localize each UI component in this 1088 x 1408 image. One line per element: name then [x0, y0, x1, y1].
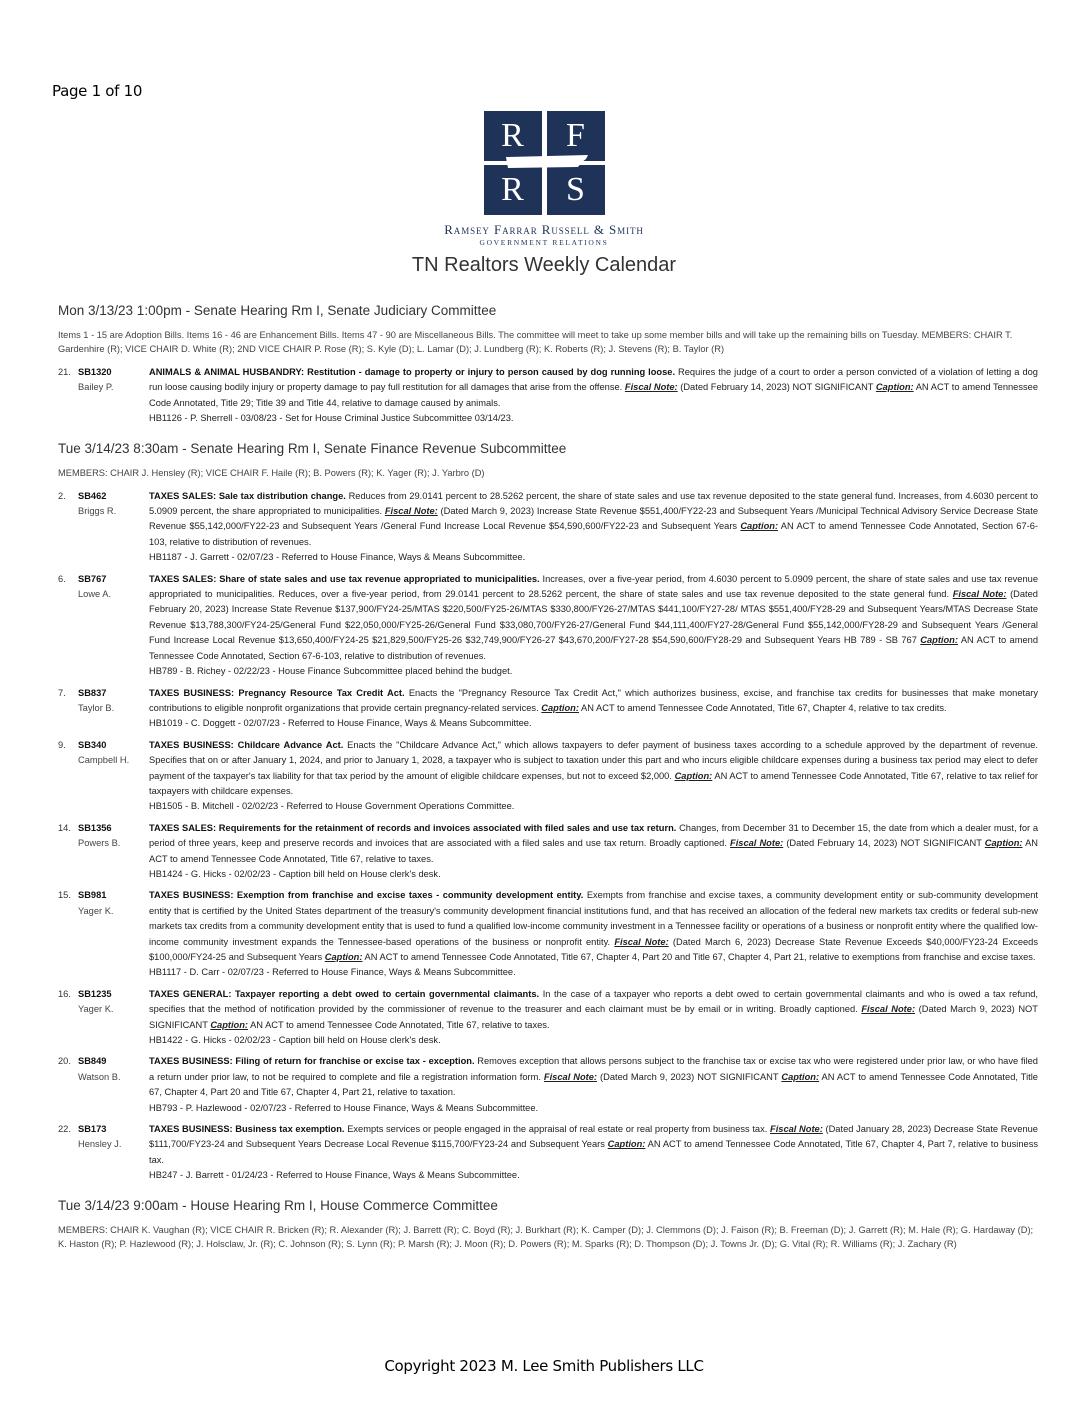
bill-body [149, 1122, 1038, 1184]
bill-summary: In the case of a taxpayer who reports a debt owed to certain governmental claimants and who is owed a tax refund, specifies that the method of notification provided by the commissioner of revenue to the treasurer and each claimant must be by email or in writing. Broadly captioned. [149, 988, 1038, 1015]
fiscal-note-text: (Dated February 14, 2023) NOT SIGNIFICANT [786, 838, 982, 849]
bill-item [58, 987, 1038, 1049]
bill-meta [78, 888, 149, 980]
bill-subject: TAXES SALES: Share of state sales and use tax revenue appropriated to municipalities. [149, 573, 540, 584]
caption-label: Caption: [674, 770, 713, 781]
logo-letter: R [484, 165, 542, 215]
session-heading: Mon 3/13/23 1:00pm - Senate Hearing Rm I, Senate Judiciary Committee [58, 303, 497, 318]
calendar-content [58, 303, 1038, 1268]
bill-summary: Removes exception that allows persons subject to the franchise tax or excise tax who were registered under prior law, or who have filed a return under prior law, to not be required to complete and file a registration information form. [149, 1056, 1038, 1082]
bill-body [149, 888, 1038, 980]
bill-number: SB849 [78, 1056, 107, 1067]
bill-meta [78, 1054, 149, 1116]
fiscal-note-text: (Dated February 20, 2023) Increase State Revenue $137,900/FY24-25/MTAS $220,500/FY25-26/MTAS $330,800/FY26-27/MTAS $441,100/FY27-28/ MTAS $551,400/FY28-29 and Subsequent Years/MTAS Decrease State Revenue $13,788,300/FY24-25/General Fund $22,050,000/FY25-26/General Fund $33,080,700/FY26-27/General Fund $44,111,400/FY27-28/General Fund $55,142,000/FY28-29 and Subsequent Years /General Fund Increase Local Revenue $13,650,400/FY24-25 $21,829,500/FY25-26 $32,749,900/FY26-27 $43,670,200/FY27-28 $54,590,600/FY28-29 and Subsequent Years HB 789 - SB 767 [149, 589, 1038, 646]
copyright-footer: Copyright 2023 M. Lee Smith Publishers LLC [384, 1357, 704, 1375]
section-spacer [58, 1260, 1038, 1268]
companion-house-bill: HB247 - J. Barrett - 01/24/23 - Referred to House Finance, Ways & Means Subcommittee. [149, 1170, 520, 1181]
logo-letter: S [547, 165, 605, 215]
caption-label: Caption: [740, 521, 779, 532]
item-number: 2. [58, 490, 66, 501]
logo-mark [484, 111, 605, 215]
item-number: 9. [58, 739, 66, 750]
bill-subject: TAXES BUSINESS: Pregnancy Resource Tax Credit Act. [149, 687, 405, 698]
bill-summary: Enacts the "Childcare Advance Act," which allows taxpayers to defer payment of business taxes according to a schedule approved by the department of revenue. Specifies that on or after January 1, 2024, and prior to January 1, 2028, a taxpayer who is subject to taxation under this part and who incurs eligible childcare expenses during a business tax period may elect to defer payment of the taxpayer's tax liability for that tax period by the amount of eligible childcare expenses, but not to exceed $2,000. [149, 739, 1038, 781]
firm-name: Ramsey Farrar Russell & Smith [444, 222, 644, 237]
item-number: 22. [58, 1124, 71, 1135]
bill-item [58, 365, 1038, 427]
bill-body [149, 365, 1038, 427]
bill-subject: TAXES GENERAL: Taxpayer reporting a debt owed to certain governmental claimants. [149, 988, 540, 999]
bill-subject: TAXES BUSINESS: Childcare Advance Act. [149, 739, 344, 750]
bill-summary: Enacts the "Pregnancy Resource Tax Credit Act," which authorizes business, excise, and franchise tax credits for businesses that make monetary contributions to eligible nonprofit organizations that provide certain pregnancy-related services. [149, 687, 1039, 713]
bill-meta [78, 1122, 149, 1184]
caption-text: AN ACT to amend Tennessee Code Annotated, Title 67, Chapter 4, Part 20 and Title 67, Chapter 4, Part 21, relative to exemptions from franchise and excise taxes. [364, 952, 1036, 962]
session-members: Items 1 - 15 are Adoption Bills. Items 16 - 46 are Enhancement Bills. Items 47 - 90 are Miscellaneous Bills. The committee will meet to take up some member bills and will take up the remaining bills on Tuesday. MEMBERS: CHAIR T. Gardenhire (R); VICE CHAIR D. White (R); 2ND VICE CHAIR P. Rose (R); S. Kyle (D); L. Lamar (D); J. Lundberg (R); K. Roberts (R); J. Stevens (R); B. Taylor (R) [58, 330, 1013, 354]
bill-meta [78, 686, 149, 732]
caption-text: AN ACT to amend Tennessee Code Annotated, Title 67, relative to taxes. [250, 1019, 550, 1030]
bill-meta [78, 572, 149, 680]
bill-sponsor: Yager K. [78, 1004, 114, 1015]
caption-text: AN ACT to amend Tennessee Code Annotated, Title 67, Chapter 4, Part 7, relative to business tax. [149, 1139, 1038, 1165]
bill-sponsor: Taylor B. [78, 702, 115, 713]
caption-label: Caption: [324, 952, 363, 962]
session-heading: Tue 3/14/23 8:30am - Senate Hearing Rm I, Senate Finance Revenue Subcommittee [58, 440, 567, 456]
page-number: Page 1 of 10 [52, 82, 143, 100]
fiscal-note-label: Fiscal Note: [384, 506, 438, 517]
bill-number: SB767 [78, 573, 107, 584]
bill-item [58, 888, 1038, 980]
fiscal-note-label: Fiscal Note: [543, 1071, 598, 1082]
bill-item [58, 572, 1038, 680]
bill-number: SB462 [78, 490, 107, 501]
session-heading: Tue 3/14/23 9:00am - House Hearing Rm I, House Commerce Committee [58, 1197, 498, 1213]
item-number: 7. [58, 687, 66, 698]
bill-subject: TAXES BUSINESS: Filing of return for franchise or excise tax - exception. [149, 1056, 475, 1067]
caption-text: AN ACT to amend Tennessee Code Annotated, Title 67, relative to taxes. [149, 838, 1038, 864]
bill-meta [78, 987, 149, 1049]
caption-text: AN ACT to amend Tennessee Code Annotated, Title 67, Chapter 4, relative to tax credits. [581, 702, 947, 713]
bill-body [149, 738, 1038, 815]
fiscal-note-label: Fiscal Note: [614, 936, 669, 947]
firm-subtitle: GOVERNMENT RELATIONS [479, 238, 609, 247]
caption-label: Caption: [920, 635, 958, 646]
bill-subject: TAXES SALES: Sale tax distribution change. [149, 490, 346, 501]
caption-text: AN ACT to amend Tennessee Code Annotated, Section 67-6-103, relative to distribution of revenues. [149, 521, 1038, 547]
bill-subject: TAXES BUSINESS: Exemption from franchise and excise taxes - community development entity. [149, 890, 584, 901]
caption-label: Caption: [210, 1019, 249, 1030]
fiscal-note-text: (Dated January 28, 2023) Decrease State Revenue $111,700/FY23-24 and Subsequent Years Decrease Local Revenue $115,700/FY23-24 and Subsequent Years [149, 1124, 1038, 1150]
bill-summary: Exempts from franchise and excise taxes, a community development entity or sub-community development entity that is certified by the United States department of the treasury's community development financial institutions fund, and that has received an allocation of the federal new markets tax credits or federal sub-new markets tax credits from a community development entity that is used to fund a qualified low-income community investment in a Tennessee facility or operations of a business or nonprofit entity where the qualified low-income community investment expands the Tennessee-based operations of the business or nonprofit entity. [149, 890, 1038, 947]
bill-body [149, 821, 1038, 883]
bill-number: SB1235 [78, 988, 112, 999]
bill-subject: ANIMALS & ANIMAL HUSBANDRY: Restitution - damage to property or injury to person caused by dog running loose. [149, 367, 676, 377]
bill-sponsor: Briggs R. [78, 506, 117, 517]
item-number: 15. [58, 890, 71, 901]
fiscal-note-text: (Dated March 9, 2023) NOT SIGNIFICANT [149, 1004, 1038, 1030]
caption-text: AN ACT to amend Tennessee Code Annotated, Title 67, Chapter 4, Part 20 and Title 67, Chapter 4, Part 21, relative to taxation. [149, 1071, 1038, 1098]
fiscal-note-text: (Dated February 14, 2023) NOT SIGNIFICANT [680, 382, 874, 393]
session-members: MEMBERS: CHAIR J. Hensley (R); VICE CHAIR F. Haile (R); B. Powers (R); K. Yager (R); J. Yarbro (D) [58, 467, 485, 478]
bill-item [58, 1054, 1038, 1116]
fiscal-note-label: Fiscal Note: [770, 1124, 823, 1135]
page-title: TN Realtors Weekly Calendar [411, 254, 677, 276]
caption-label: Caption: [607, 1139, 646, 1150]
bill-meta [78, 489, 149, 566]
tennessee-state-icon [504, 155, 590, 169]
companion-house-bill: HB1505 - B. Mitchell - 02/02/23 - Referred to House Government Operations Committee. [149, 801, 515, 812]
fiscal-note-text: (Dated March 6, 2023) Decrease State Revenue Exceeds $40,000/FY23-24 Exceeds $100,000/FY24-25 and Subsequent Years [149, 936, 1038, 962]
bill-body [149, 987, 1038, 1049]
bill-summary: Reduces from 29.0141 percent to 28.5262 percent, the share of state sales and use tax revenue deposited to the state general fund. Increases, from 4.6030 percent to 5.0909 percent, the share appropriated to municipalities. [149, 490, 1038, 517]
bill-sponsor: Campbell H. [78, 755, 130, 766]
bill-number: SB837 [78, 687, 107, 698]
bill-sponsor: Yager K. [78, 905, 114, 916]
bill-item [58, 821, 1038, 883]
fiscal-note-text: (Dated March 9, 2023) Increase State Revenue $551,400/FY22-23 and Subsequent Years /Municipal Technical Advisory Service Decrease State Revenue $55,142,000/FY22-23 and Subsequent Years /General Fund Increase Local Revenue $54,590,600/FY22-23 and Subsequent Years [149, 506, 1038, 532]
fiscal-note-label: Fiscal Note: [861, 1004, 916, 1015]
bill-item [58, 738, 1038, 815]
companion-house-bill: HB1187 - J. Garrett - 02/07/23 - Referred to House Finance, Ways & Means Subcommittee. [149, 552, 526, 563]
bill-summary: Increases, over a five-year period, from 4.6030 percent to 5.0909 percent, the share of state sales and use tax revenue appropriated to municipalities. Reduces, over a five-year period, from 29.0141 percent to 28.5262 percent, the share of state sales and use tax revenue deposited to the state general fund. [149, 573, 1038, 600]
bill-meta [78, 821, 149, 883]
bill-number: SB1356 [78, 822, 112, 833]
bill-meta [78, 738, 149, 815]
bill-number: SB981 [78, 890, 107, 901]
fiscal-note-text: (Dated March 9, 2023) NOT SIGNIFICANT [600, 1071, 779, 1082]
bill-meta [78, 365, 149, 427]
caption-label: Caption: [984, 838, 1023, 849]
bill-summary: Changes, from December 31 to December 15, the date from which a dealer must, for a period of three years, keep and preserve records and invoices that are associated with a filed sales and use tax return. Broadly captioned. [149, 822, 1038, 849]
bill-body [149, 572, 1038, 680]
session-members: MEMBERS: CHAIR K. Vaughan (R); VICE CHAIR R. Bricken (R); R. Alexander (R); J. Barrett (R); C. Boyd (R); J. Burkhart (R); K. Camper (D); J. Clemmons (D); J. Faison (R); B. Freeman (D); J. Garrett (R); M. Hale (R); G. Hardaway (D); K. Haston (R); P. Hazlewood (R); J. Holsclaw, Jr. (R); C. Johnson (R); S. Lynn (R); P. Marsh (R); J. Moon (R); D. Powers (R); M. Sparks (R); D. Thompson (D); J. Towns Jr. (D); G. Vital (R); R. Williams (R); J. Zachary (R) [58, 1224, 1034, 1249]
companion-house-bill: HB793 - P. Hazlewood - 02/07/23 - Referred to House Finance, Ways & Means Subcommittee. [149, 1102, 539, 1113]
item-number: 14. [58, 822, 71, 833]
session-section [58, 441, 1038, 1198]
fiscal-note-label: Fiscal Note: [624, 382, 678, 393]
bill-summary: Exempts services or people engaged in the appraisal of real estate or real property from business tax. [347, 1124, 768, 1135]
fiscal-note-label: Fiscal Note: [952, 589, 1007, 600]
section-spacer [58, 433, 1038, 441]
bill-body [149, 1054, 1038, 1116]
bill-number: SB340 [78, 739, 107, 750]
item-number: 6. [58, 573, 66, 584]
section-spacer [58, 1190, 1038, 1198]
bill-number: SB173 [78, 1124, 107, 1135]
caption-text: AN ACT to amend Tennessee Code Annotated, Title 29; Title 39 and Title 44, relative to damage caused by animals. [149, 382, 1038, 408]
bill-item [58, 686, 1038, 732]
bill-item [58, 489, 1038, 566]
bill-sponsor: Hensley J. [78, 1139, 122, 1150]
bill-body [149, 686, 1038, 732]
bill-body [149, 489, 1038, 566]
item-number: 20. [58, 1056, 71, 1067]
caption-text: AN ACT to amend Tennessee Code Annotated, Section 67-6-103, relative to distribution of revenues. [149, 635, 1038, 661]
bill-number: SB1320 [78, 367, 112, 377]
companion-house-bill: HB1019 - C. Doggett - 02/07/23 - Referred to House Finance, Ways & Means Subcommittee. [149, 718, 532, 729]
logo-letter: R [484, 111, 542, 161]
session-section [58, 1198, 1038, 1268]
caption-text: AN ACT to amend Tennessee Code Annotated, Title 67, relative to tax relief for taxpayers with childcare expenses. [149, 770, 1038, 796]
bill-summary: Requires the judge of a court to order a person convicted of a violation of letting a dog run loose causing bodily injury or property damage to pay full restitution for all damages that arise from the offense. [149, 367, 1038, 393]
bill-sponsor: Lowe A. [78, 589, 112, 600]
companion-house-bill: HB1126 - P. Sherrell - 03/08/23 - Set for House Criminal Justice Subcommittee 03/14/23. [149, 413, 514, 424]
caption-label: Caption: [781, 1071, 820, 1082]
firm-logo [427, 111, 661, 247]
logo-letter: F [547, 111, 605, 161]
companion-house-bill: HB1424 - G. Hicks - 02/02/23 - Caption bill held on House clerk's desk. [149, 868, 441, 879]
companion-house-bill: HB1422 - G. Hicks - 02/02/23 - Caption bill held on House clerk's desk. [149, 1035, 441, 1046]
session-section [58, 303, 1038, 441]
item-number: 21. [58, 367, 71, 377]
bill-item [58, 1122, 1038, 1184]
bill-subject: TAXES BUSINESS: Business tax exemption. [149, 1124, 345, 1135]
fiscal-note-label: Fiscal Note: [730, 838, 784, 849]
bill-sponsor: Powers B. [78, 838, 121, 849]
item-number: 16. [58, 988, 71, 999]
bill-sponsor: Watson B. [78, 1071, 121, 1082]
companion-house-bill: HB789 - B. Richey - 02/22/23 - House Finance Subcommittee placed behind the budget. [149, 666, 513, 677]
companion-house-bill: HB1117 - D. Carr - 02/07/23 - Referred to House Finance, Ways & Means Subcommittee. [149, 967, 516, 978]
bill-sponsor: Bailey P. [78, 382, 114, 393]
caption-label: Caption: [875, 382, 914, 393]
bill-subject: TAXES SALES: Requirements for the retainment of records and invoices associated with filed sales and use tax return. [149, 822, 677, 833]
caption-label: Caption: [541, 702, 579, 713]
